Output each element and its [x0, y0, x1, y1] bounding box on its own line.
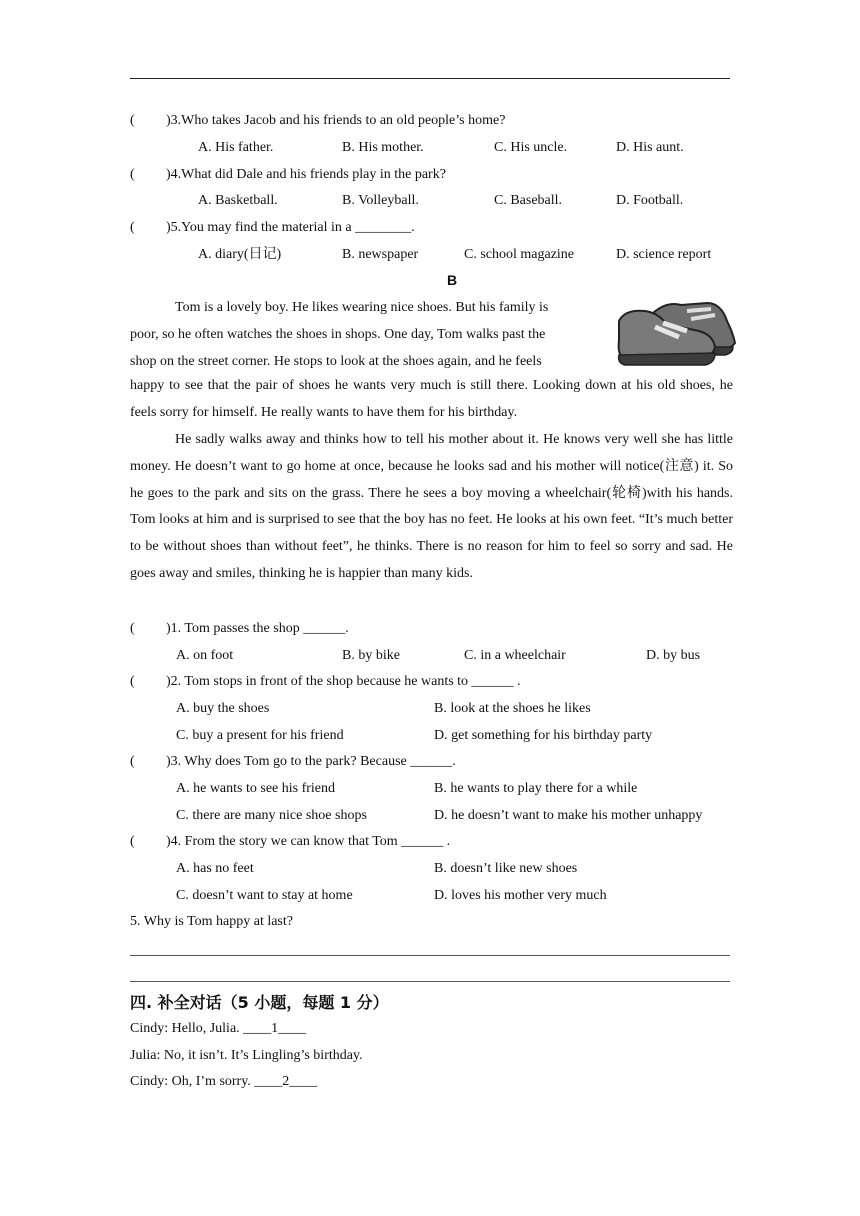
q5-option-d: D. science report	[616, 247, 712, 262]
shoes-illustration-icon	[615, 297, 737, 369]
question-4-paren: (	[130, 167, 135, 182]
question-5-paren: (	[130, 220, 135, 235]
q3-option-c: C. His uncle.	[494, 140, 568, 155]
b-q1-option-c: C. in a wheelchair	[464, 648, 566, 663]
header-rule	[130, 78, 730, 79]
question-5-stem: )5.You may find the material in a ________.	[166, 220, 415, 235]
passage-b-line-3: shop on the street corner. He stops to look at the shoes again, and he feels	[130, 354, 542, 369]
q5-option-b: B. newspaper	[342, 247, 419, 262]
section-4-heading: 四. 补全对话（5 小题，每题 1 分）	[130, 993, 389, 1012]
b-question-4-paren: (	[130, 834, 135, 849]
b-q3-option-d: D. he doesn’t want to make his mother unhappy	[434, 808, 703, 823]
b-q4-option-b: B. doesn’t like new shoes	[434, 861, 578, 876]
dialogue-line-1: Cindy: Hello, Julia. ____1____	[130, 1021, 307, 1036]
section-b-title: B	[447, 272, 458, 288]
b-q4-option-a: A. has no feet	[176, 861, 254, 876]
b-q2-option-d: D. get something for his birthday party	[434, 728, 653, 743]
question-3-stem: )3.Who takes Jacob and his friends to an old people’s home?	[166, 113, 506, 128]
b-q2-option-c: C. buy a present for his friend	[176, 728, 344, 743]
passage-b-line-2: poor, so he often watches the shoes in shops. One day, Tom walks past the	[130, 327, 546, 342]
b-q4-option-c: C. doesn’t want to stay at home	[176, 888, 353, 903]
q4-option-c: C. Baseball.	[494, 193, 563, 208]
dialogue-line-3: Cindy: Oh, I’m sorry. ____2____	[130, 1074, 318, 1089]
q3-option-b: B. His mother.	[342, 140, 424, 155]
b-question-3-stem: )3. Why does Tom go to the park? Because ______.	[166, 754, 456, 769]
b-q2-option-a: A. buy the shoes	[176, 701, 270, 716]
q4-option-b: B. Volleyball.	[342, 193, 419, 208]
passage-b-paragraph-2: He sadly walks away and thinks how to tell his mother about it. He knows very well she has little money. He doesn’t want to go home at once, because he looks sad and his mother will notice(注意) it. So he goes to the park and sits on the grass. There he sees a boy moving a wheelchair(轮椅)with his hands. Tom looks at him and is surprised to see that the boy has no feet. He looks at his own feet. “It’s much better to be without shoes than without feet”, he thinks. There is no reason for him to feel so sorry and sad. He goes away and smiles, thinking he is happier than many kids.	[130, 432, 733, 581]
question-3-paren: (	[130, 113, 135, 128]
q4-option-d: D. Football.	[616, 193, 684, 208]
answer-line-1[interactable]	[130, 955, 730, 956]
b-q1-option-b: B. by bike	[342, 648, 400, 663]
b-question-2-paren: (	[130, 674, 135, 689]
question-4-stem: )4.What did Dale and his friends play in the park?	[166, 167, 446, 182]
b-q3-option-a: A. he wants to see his friend	[176, 781, 336, 796]
b-q4-option-d: D. loves his mother very much	[434, 888, 607, 903]
passage-b-line-1: Tom is a lovely boy. He likes wearing nice shoes. But his family is	[175, 300, 549, 315]
q5-option-a: A. diary(日记)	[198, 247, 282, 262]
b-question-3-paren: (	[130, 754, 135, 769]
b-q1-option-d: D. by bus	[646, 648, 701, 663]
b-q3-option-b: B. he wants to play there for a while	[434, 781, 638, 796]
answer-line-2[interactable]	[130, 981, 730, 982]
passage-b-paragraph-1-rest: happy to see that the pair of shoes he wants very much is still there. Looking down at his old shoes, he feels sorry for himself. He really wants to have them for his birthday.	[130, 378, 733, 420]
b-question-1-stem: )1. Tom passes the shop ______.	[166, 621, 349, 636]
b-question-4-stem: )4. From the story we can know that Tom ______ .	[166, 834, 451, 849]
q3-option-a: A. His father.	[198, 140, 274, 155]
dialogue-line-2: Julia: No, it isn’t. It’s Lingling’s birthday.	[130, 1048, 363, 1063]
q4-option-a: A. Basketball.	[198, 193, 278, 208]
q3-option-d: D. His aunt.	[616, 140, 684, 155]
b-question-2-stem: )2. Tom stops in front of the shop because he wants to ______ .	[166, 674, 521, 689]
b-question-5-stem: 5. Why is Tom happy at last?	[130, 914, 293, 929]
q5-option-c: C. school magazine	[464, 247, 575, 262]
b-q2-option-b: B. look at the shoes he likes	[434, 701, 591, 716]
b-q3-option-c: C. there are many nice shoe shops	[176, 808, 367, 823]
b-q1-option-a: A. on foot	[176, 648, 234, 663]
b-question-1-paren: (	[130, 621, 135, 636]
